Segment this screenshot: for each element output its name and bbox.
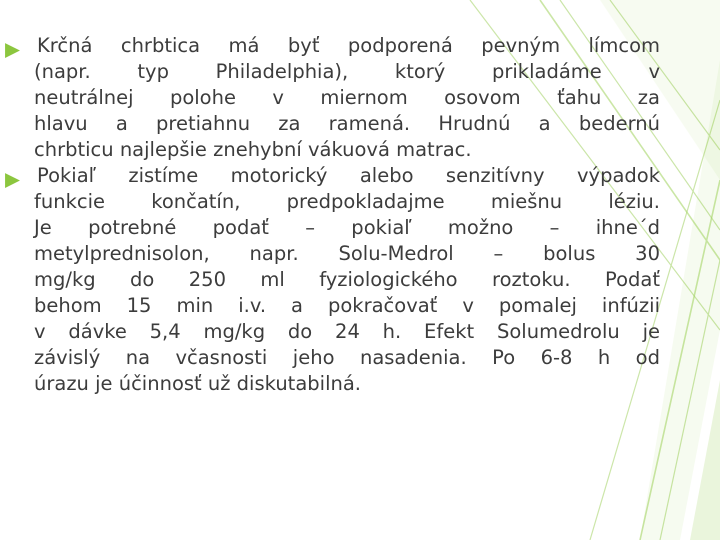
bullet-text-line: hlavu a pretiahnu za ramená. Hrudnú a bedernú <box>34 112 660 135</box>
bullet-text-line: chrbticu najlepšie znehybní vákuová matrac. <box>34 138 472 161</box>
bullet-text-line: Krčná chrbtica má byť podporená pevným límcom <box>37 34 660 57</box>
bullet-item <box>0 33 720 163</box>
bullet-text-line: Je potrebné podať – pokiaľ možno – ihne´d <box>34 216 660 239</box>
bullet-text-line: v dávke 5,4 mg/kg do 24 h. Efekt Solumedrolu je <box>34 320 660 343</box>
bullet-text-line: funkcie končatín, predpokladajme miešnu léziu. <box>34 190 660 213</box>
bullet-text-line: behom 15 min i.v. a pokračovať v pomalej infúzii <box>34 294 660 317</box>
bullet-text-line: mg/kg do 250 ml fyziologického roztoku. Podať <box>34 268 660 291</box>
bullet-text-line: neutrálnej polohe v miernom osovom ťahu za <box>34 86 660 109</box>
bullet-text-line: závislý na včasnosti jeho nasadenia. Po 6-8 h od <box>34 346 660 369</box>
bullet-text-line: Pokiaľ zistíme motorický alebo senzitívny výpadok <box>37 164 660 187</box>
bullet-text-line: (napr. typ Philadelphia), ktorý prikladáme v <box>34 60 660 83</box>
bullet-text-line: metylprednisolon, napr. Solu-Medrol – bolus 30 <box>34 242 660 265</box>
bullet-text-line: úrazu je účinnosť už diskutabilná. <box>34 372 361 395</box>
green-triangle-bullet-icon <box>4 172 21 189</box>
green-triangle-bullet-icon <box>4 42 21 59</box>
bullet-item <box>0 163 720 397</box>
